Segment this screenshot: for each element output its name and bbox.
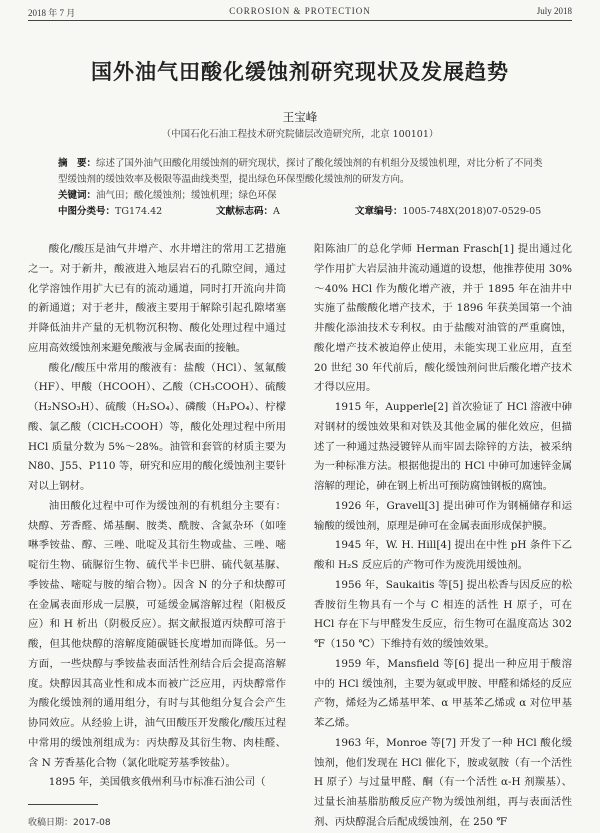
body-paragraph: 1956 年，Saukaitis 等[5] 提出松香与因反应的松香胺衍生物具有一个与 C 相连的活性 H 原子，可在 HCl 存在下与甲醛发生反应，衍生物可在温度高达 302 ℉（150 ℃）下维持有效的缓蚀效果。 [314,578,572,650]
keywords-label: 关键词： [58,190,97,201]
body-paragraph: 1945 年，W. H. Hill[4] 提出在中性 pH 条件下乙酸和 H₂S 反应后的产物可作为废洗用缓蚀剂。 [314,539,572,571]
body-paragraph: 酸化/酸压中常用的酸液有：盐酸（HCl）、氢氟酸（HF）、甲酸（HCOOH）、乙酸（CH₃COOH）、硫酸（H₂NSO₃H）、硫酸（H₂SO₄）、磷酸（H₃PO₄）、柠檬酸、氯乙酸（ClCH₂COOH）等，酸化处理过程中所用 HCl 质量分数为 5%～28%。油管和套管的材质主要为 N80、J55、P110 等，研究和应用的酸化缓蚀剂主要针对以上钢材。 [28,361,286,492]
article-affiliation: （中国石化石油工程技术研究院储层改造研究所，北京 100101） [161,129,439,140]
clc-label: 中图分类号： [58,206,116,217]
running-header [28,4,572,21]
clc-value: TG174.42 [115,206,163,217]
body-paragraph: 1915 年，Aupperle[2] 首次验证了 HCl 溶液中砷对钢材的缓蚀效果和对铁及其他金属的催化效应，但描述了一种通过热浸镀锌从而牢固去除锌的方法，被采纳为一种标准方法。根据他提出的 HCl 中砷可加速锌金属溶解的理论，砷在钢上析出可预防腐蚀钢板的腐蚀。 [314,401,572,492]
article-title: 国外油气田酸化缓蚀剂研究现状及发展趋势 [91,60,509,84]
header-journal: CORROSION & PROTECTION [229,6,371,16]
keywords-text: 油气田；酸化缓蚀剂；缓蚀机理；绿色环保 [96,190,277,201]
body-paragraph: 1959 年，Mansfield 等[6] 提出一种应用于酸溶中的 HCl 缓蚀剂，主要为氨或甲胺、甲醛和烯烃的反应产物，烯烃为乙烯基甲苯、α 甲基苯乙烯或 α 对位甲基苯乙烯。 [314,657,572,729]
article-no-field [355,204,542,220]
body-paragraph: 1895 年，美国俄亥俄州利马市标准石油公司（ [48,776,266,789]
doc-code-field [216,204,280,220]
abstract-paragraph [58,156,552,188]
header-date: July 2018 [536,6,572,16]
body-paragraph: 油田酸化过程中可作为缓蚀剂的有机组分主要有：炔醇、芳香醛、烯基酮、胺类、酰胺、含氮杂环（如喹啉季铵盐、醇、三唑、吡啶及其衍生物或盐、三唑、嘧啶衍生物、硫脲衍生物、硫代半卡巴肼、硫代氨基脲、季铵盐、嘧啶与胺的缩合物）。因含 N 的分子和炔醇可在金属表面形成一层膜，可延缓金属溶解过程（阳极反应）和 H 析出（阴极反应）。据文献报道丙炔醇可溶于酸，但其他炔醇的溶解度随碳链长度增加而降低。另一方面，一些炔醇与季铵盐表面活性剂结合后会提高溶解度。炔醇因其高业性和成本而被广泛应用，丙炔醇常作为酸化缓蚀剂的通用组分，有时与其他组分复合会产生协同效应。从经验上讲，油气田酸压开发酸化/酸压过程中常用的缓蚀剂组成为：丙炔醇及其衍生物、肉桂醛、含 N 芳香基化合物（氯化吡啶芳基季铵盐）。 [28,499,286,769]
body-paragraph: 阳陈油厂的总化学师 Herman Frasch[1] 提出通过化学作用扩大岩层油井流动通道的设想，他推荐使用 30%～40% HCl 作为酸化增产液，并于 1895 年在油井中实施了盐酸酸化增产技术，于 1896 年获美国第一个油井酸化添油技术专利权。由于盐酸对油管的严重腐蚀，酸化增产技术被迫停止使用，未能实现工业应用，直至 20 世纪 30 年代前后，酸化缓蚀剂问世后酸化增产技术才得以应用。 [314,243,572,394]
article-author: 王宝峰 [282,110,318,124]
body-paragraph: 1926 年，Gravell[3] 提出砷可作为钢桶储存和运输酸的缓蚀剂，原理是砷可在金属表面形成保护膜。 [314,499,572,532]
article-no-value: 1005-748X(2018)07-0529-05 [402,206,542,217]
article-no-label: 文章编号： [355,206,403,217]
keywords-line [58,188,552,204]
body-column-left [28,240,286,793]
abstract-label: 摘 要： [58,158,97,169]
body-column-right [314,240,572,833]
footnote-received-date: 收稿日期：2017-08 [28,818,111,828]
classification-row [58,204,552,220]
doc-code-value: A [273,206,280,217]
header-issue: 2018 年 7 月 [28,8,76,18]
body-paragraph: 1963 年，Monroe 等[7] 开发了一种 HCl 酸化缓蚀剂，他们发现在 HCl 催化下，胺或氨胺（有一个活性 H 原子）与过量甲醛、酮（有一个活性 α-H 剂羰基）、过量长油基脂肪酸反应产物为缓蚀剂组，再与表面活性剂、丙炔醇混合后配成缓蚀剂，在 250 ℉ [314,736,572,828]
doc-code-label: 文献标志码： [216,206,274,217]
abstract-text: 综述了国外油气田酸化用缓蚀剂的研究现状，探讨了酸化缓蚀剂的有机组分及缓蚀机理，对比分析了不同类型缓蚀剂的缓蚀效率及极限等温曲线类型，提出绿色环保型酸化缓蚀剂的研发方向。 [58,158,543,185]
clc-field [58,204,163,220]
abstract-block [58,156,552,220]
body-paragraph: 酸化/酸压是油气井增产、水井增注的常用工艺措施之一。对于新井，酸液进入地层岩石的孔隙空间，通过化学溶蚀作用扩大已有的流动通道，同时打开流向井筒的新通道；对于老井，酸液主要用于解除引起孔隙堵塞并降低油井产量的无机物沉积物、酸化处理过程中通过应用高效缓蚀剂来避免酸液与金属表面的接触。 [28,243,286,354]
footnote-divider [28,804,98,805]
